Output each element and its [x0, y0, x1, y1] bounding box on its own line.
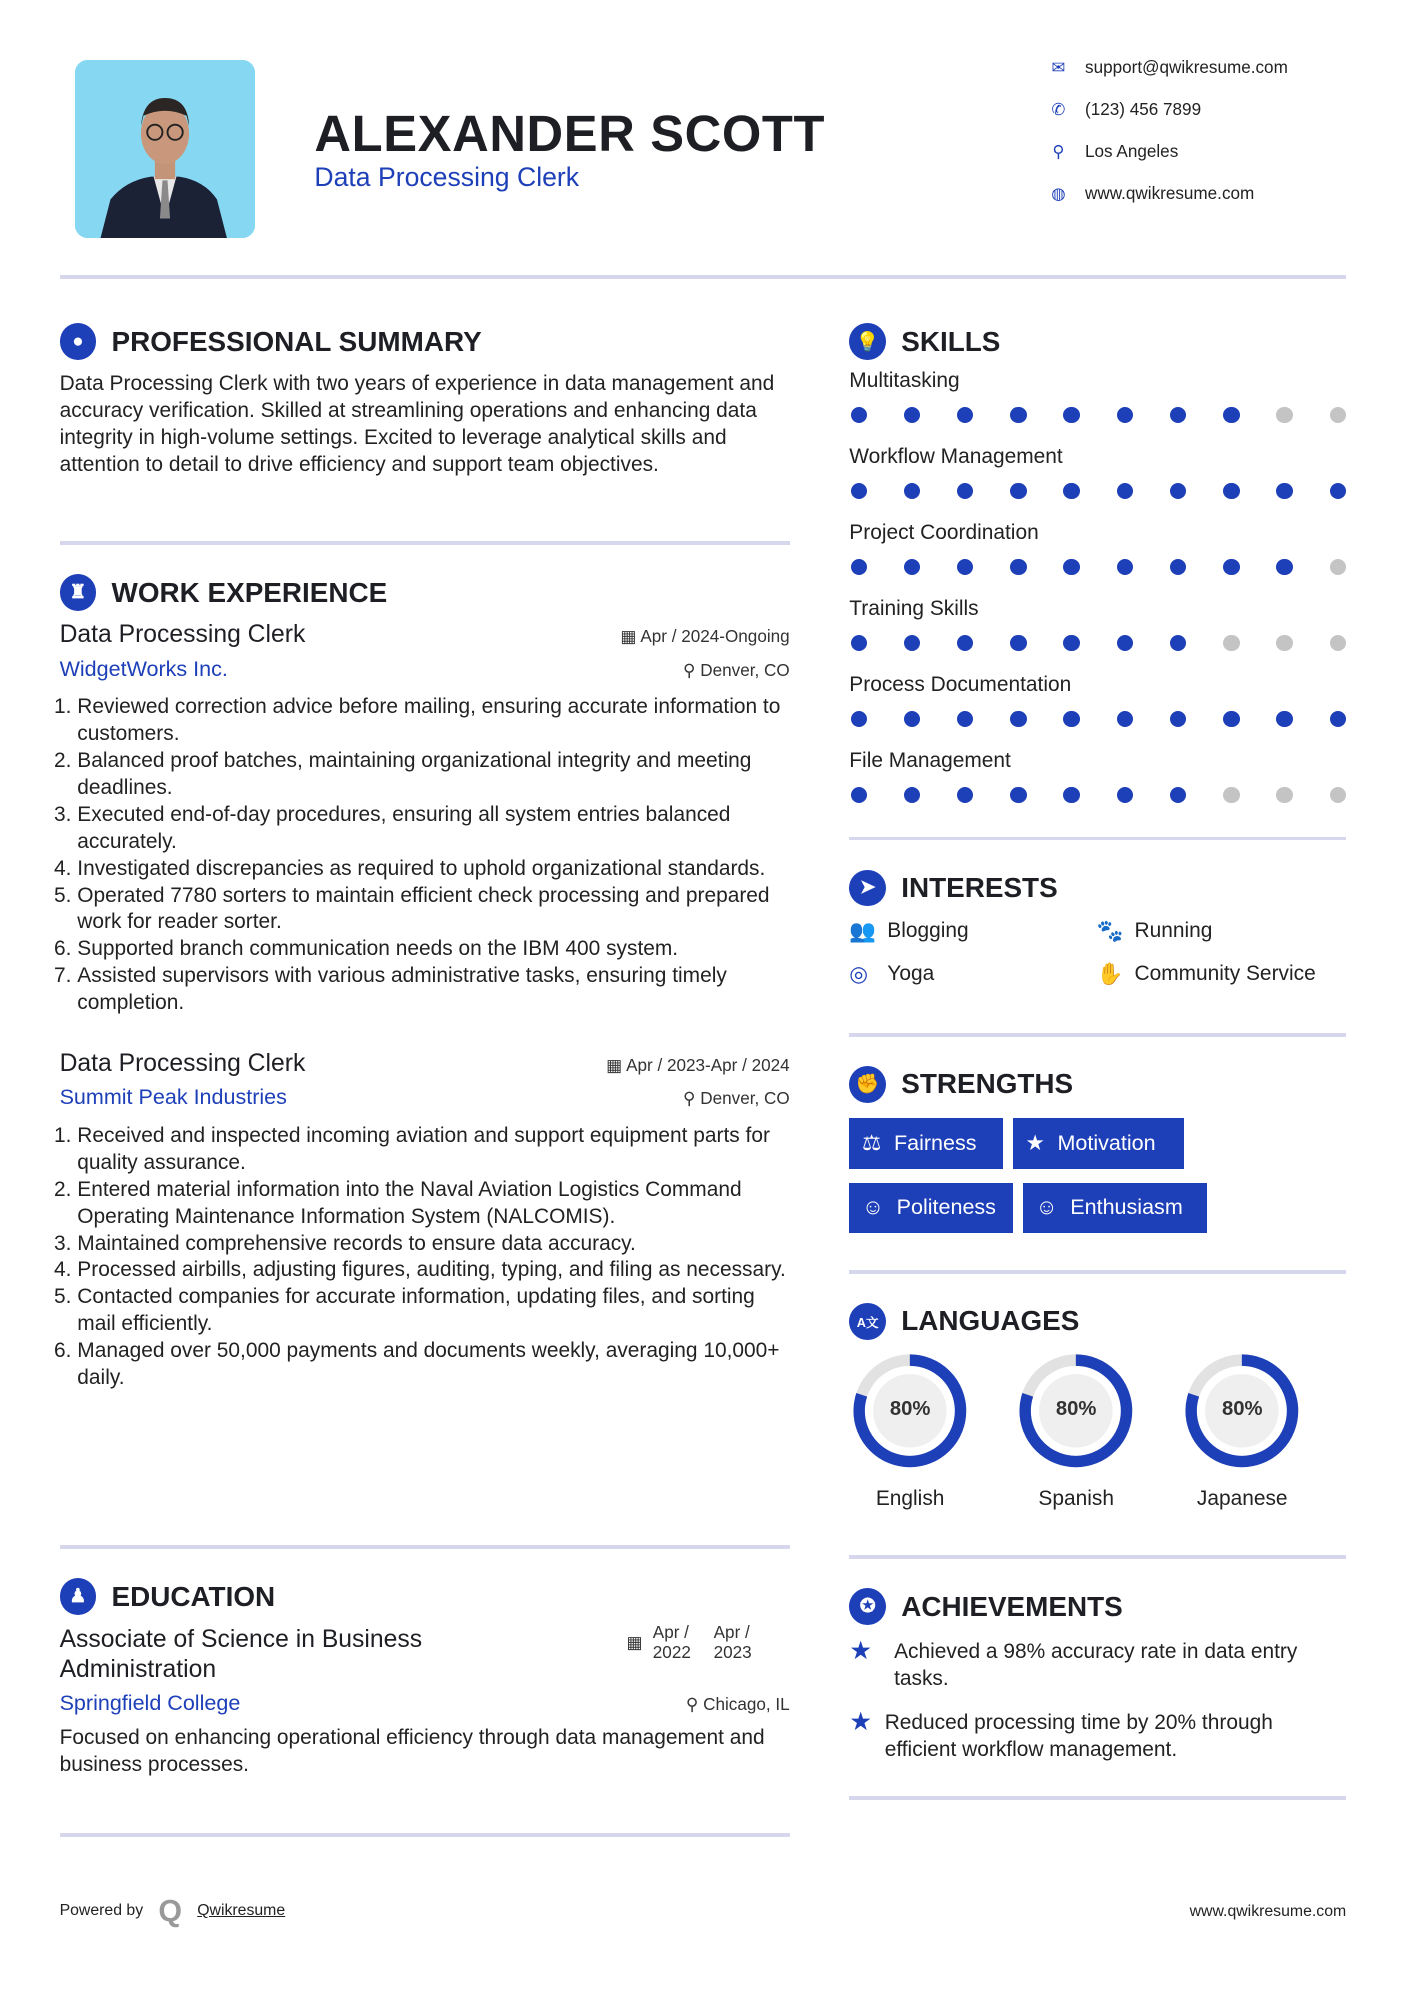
skill-rating [849, 635, 1346, 651]
rating-dot [957, 559, 973, 575]
job-bullet: 7. Assisted supervisors with various administrative tasks, ensuring timely completion. [77, 963, 789, 1017]
rating-dot [904, 635, 920, 651]
skill-rating [849, 711, 1346, 727]
section-heading: PROFESSIONAL SUMMARY [111, 325, 482, 357]
job-bullet: 6. Managed over 50,000 payments and documents weekly, averaging 10,000+ daily. [77, 1338, 789, 1392]
rating-dot [1117, 407, 1133, 423]
interest-item: ◎ Yoga [849, 961, 935, 986]
section-heading: EDUCATION [111, 1580, 276, 1612]
rating-dot [1170, 559, 1186, 575]
rating-dot [851, 711, 867, 727]
rating-dot [904, 407, 920, 423]
qwikresume-logo: Q [158, 1893, 183, 1928]
rating-dot [957, 635, 973, 651]
rating-dot [1010, 407, 1026, 423]
education-section [60, 1578, 790, 1777]
calendar-icon: ▦ [620, 627, 641, 647]
rating-dot [957, 711, 973, 727]
skill-item [849, 521, 1346, 575]
rating-dot [1170, 407, 1186, 423]
job-bullet: 3. Maintained comprehensive records to ensure data accuracy. [77, 1231, 789, 1258]
achievement-item: ★ Achieved a 98% accuracy rate in data entry tasks. [849, 1636, 1298, 1690]
education-text: Focused on enhancing operational efficiency through data management and business processes. [59, 1725, 765, 1776]
language-name: Spanish [1038, 1486, 1114, 1510]
achievements-section [849, 1588, 1346, 1781]
school: Springfield College [59, 1690, 241, 1715]
rating-dot [1063, 787, 1079, 803]
rating-dot [1330, 407, 1346, 423]
rating-dot [1117, 483, 1133, 499]
translate-icon: A文 [849, 1303, 886, 1340]
job-bullet: 2. Balanced proof batches, maintaining organizational integrity and meeting deadlines. [77, 748, 789, 802]
pin-icon: ⚲ [685, 1694, 704, 1714]
languages-section [849, 1303, 1346, 1511]
edu-end: Apr / 2023 [713, 1622, 752, 1662]
rating-dot [904, 787, 920, 803]
chair-icon: ♜ [60, 574, 97, 611]
divider [849, 1033, 1346, 1037]
profile-photo [75, 60, 255, 239]
summary-section [60, 323, 790, 478]
rating-dot [1330, 711, 1346, 727]
rating-dot [1330, 787, 1346, 803]
qwikresume-link[interactable]: Qwikresume [197, 1902, 286, 1920]
rating-dot [1010, 635, 1026, 651]
contact-email[interactable]: ✉ support@qwikresume.com [1051, 58, 1288, 78]
candidate-title: Data Processing Clerk [314, 162, 580, 193]
section-heading: LANGUAGES [901, 1305, 1080, 1337]
skill-name: Training Skills [849, 596, 979, 620]
strengths-section [849, 1066, 1346, 1233]
rating-dot [1117, 635, 1133, 651]
rating-dot [1063, 711, 1079, 727]
skill-rating [849, 483, 1346, 499]
star-badge-icon: ✪ [849, 1588, 886, 1625]
language-percent: 80% [889, 1398, 931, 1421]
section-heading: WORK EXPERIENCE [111, 576, 388, 608]
smile-icon: ☺ [1035, 1195, 1058, 1220]
strength-tag: ⚖ Fairness [849, 1118, 1002, 1169]
divider [849, 837, 1346, 841]
language-item [1181, 1350, 1303, 1511]
rating-dot [904, 483, 920, 499]
language-item [1015, 1350, 1137, 1511]
divider [849, 1270, 1346, 1274]
skill-item [849, 445, 1346, 499]
rating-dot [851, 483, 867, 499]
users-icon: 👥 [849, 918, 877, 943]
pin-icon: ⚲ [683, 1089, 701, 1109]
job-bullet: 5. Operated 7780 sorters to maintain efficient check processing and prepared work for reader sorter. [77, 883, 789, 937]
rating-dot [957, 787, 973, 803]
rating-dot [1330, 483, 1346, 499]
envelope-icon: ✉ [1051, 59, 1066, 78]
paw-icon: 🐾 [1096, 918, 1124, 943]
job-bullets [60, 694, 790, 1017]
divider [60, 1833, 790, 1837]
powered-by-label: Powered by [59, 1902, 144, 1920]
contact-location: ⚲ Los Angeles [1050, 142, 1179, 162]
interest-item: 🐾 Running [1096, 918, 1213, 943]
language-item [849, 1350, 971, 1511]
lightbulb-icon: 💡 [849, 323, 886, 360]
company-name: WidgetWorks Inc. [59, 656, 228, 681]
job-bullet: 2. Entered material information into the Naval Aviation Logistics Command Operating Maintenance Information System (NALCOMIS). [77, 1177, 789, 1231]
rating-dot [851, 407, 867, 423]
rating-dot [1063, 635, 1079, 651]
globe-icon: ◍ [1051, 184, 1066, 203]
job-bullet: 4. Investigated discrepancies as required to uphold organizational standards. [77, 856, 789, 883]
rating-dot [1063, 407, 1079, 423]
skill-name: Multitasking [849, 368, 960, 392]
job-title: Data Processing Clerk [59, 1049, 306, 1077]
achievement-item: ★ Reduced processing time by 20% through efficient workflow management. [849, 1708, 1273, 1762]
skill-name: Process Documentation [849, 672, 1072, 696]
rating-dot [1170, 711, 1186, 727]
rating-dot [1117, 559, 1133, 575]
language-percent: 80% [1221, 1398, 1263, 1421]
summary-text: Data Processing Clerk with two years of experience in data management and accuracy verification. Skilled at streamlining operations and enhancing data integrity in high-volume settings. Excited to leverage analytical skills and attention to detail to drive efficiency and support team objectives. [59, 372, 775, 477]
rating-dot [1170, 483, 1186, 499]
language-name: English [875, 1486, 945, 1510]
header-divider [60, 275, 1347, 279]
shooting-star-icon: ★ [849, 1636, 873, 1665]
rating-dot [904, 711, 920, 727]
rating-dot [1330, 635, 1346, 651]
footer-branding [60, 1894, 286, 1929]
edu-location: Chicago, IL [703, 1694, 790, 1714]
language-name: Japanese [1196, 1486, 1288, 1510]
rating-dot [1276, 483, 1292, 499]
strength-tag: ☺ Enthusiasm [1023, 1183, 1207, 1234]
skill-item [849, 597, 1346, 651]
experience-section [60, 574, 790, 1392]
job-entry [60, 621, 790, 1017]
job-title: Data Processing Clerk [59, 621, 306, 649]
section-heading: STRENGTHS [901, 1068, 1074, 1100]
skill-item [849, 749, 1346, 803]
skill-item [849, 673, 1346, 727]
divider [60, 1545, 790, 1549]
rating-dot [851, 635, 867, 651]
job-dates: Apr / 2023-Apr / 2024 [626, 1055, 790, 1075]
rating-dot [1276, 711, 1292, 727]
rating-dot [851, 787, 867, 803]
calendar-icon: ▦ [606, 1055, 627, 1075]
divider [849, 1796, 1346, 1800]
rating-dot [1117, 787, 1133, 803]
section-heading: ACHIEVEMENTS [901, 1590, 1123, 1622]
skills-section [849, 323, 1346, 824]
rating-dot [1223, 559, 1239, 575]
fist-icon: ✊ [849, 1066, 886, 1103]
rating-dot [904, 559, 920, 575]
rating-dot [1117, 711, 1133, 727]
company-name: Summit Peak Industries [59, 1085, 287, 1110]
job-bullet: 5. Contacted companies for accurate information, updating files, and sorting mail efficiently. [77, 1284, 789, 1338]
scale-icon: ⚖ [861, 1130, 882, 1155]
graduate-icon: ♟ [60, 1578, 97, 1615]
phone-icon: ✆ [1051, 101, 1066, 120]
rating-dot [1010, 483, 1026, 499]
interest-item: ✋ Community Service [1096, 961, 1316, 986]
rating-dot [1063, 559, 1079, 575]
job-location: Denver, CO [700, 1089, 790, 1109]
calendar-icon: ▦ [626, 1632, 643, 1652]
rating-dot [1223, 635, 1239, 651]
rating-dot [1063, 483, 1079, 499]
shooting-star-icon: ★ [849, 1708, 873, 1737]
footer-website[interactable]: www.qwikresume.com [1189, 1902, 1347, 1920]
job-bullet: 3. Executed end-of-day procedures, ensuring all system entries balanced accurately. [77, 802, 789, 856]
job-bullet: 1. Reviewed correction advice before mailing, ensuring accurate information to customers. [77, 694, 789, 748]
section-heading: INTERESTS [901, 871, 1058, 903]
rating-dot [1223, 407, 1239, 423]
rating-dot [1223, 711, 1239, 727]
skill-name: File Management [849, 748, 1011, 772]
rating-dot [1010, 787, 1026, 803]
job-bullets [60, 1123, 790, 1392]
rating-dot [1276, 787, 1292, 803]
rating-dot [1330, 559, 1346, 575]
job-dates: Apr / 2024-Ongoing [640, 627, 790, 647]
interest-item: 👥 Blogging [849, 918, 969, 943]
pin-icon: ⚲ [683, 660, 701, 680]
candidate-name: ALEXANDER SCOTT [314, 104, 826, 162]
job-entry [60, 1050, 790, 1392]
hand-icon: ✋ [1096, 961, 1124, 986]
rating-dot [957, 483, 973, 499]
rating-dot [1223, 483, 1239, 499]
job-bullet: 6. Supported branch communication needs on the IBM 400 system. [77, 936, 789, 963]
rating-dot [1010, 711, 1026, 727]
rating-dot [1170, 787, 1186, 803]
rating-dot [957, 407, 973, 423]
job-location: Denver, CO [700, 660, 790, 680]
contact-phone[interactable]: ✆ (123) 456 7899 [1051, 100, 1202, 120]
rating-dot [1276, 407, 1292, 423]
user-icon: ● [60, 323, 97, 360]
rating-dot [1223, 787, 1239, 803]
skill-rating [849, 407, 1346, 423]
skill-name: Workflow Management [849, 444, 1063, 468]
rating-dot [851, 559, 867, 575]
section-heading: SKILLS [901, 325, 1001, 357]
language-percent: 80% [1055, 1398, 1097, 1421]
degree: Associate of Science in Business Administration [59, 1626, 423, 1684]
strength-tag: ☺ Politeness [849, 1183, 1013, 1234]
divider [849, 1555, 1346, 1559]
contact-website[interactable]: ◍ www.qwikresume.com [1051, 183, 1255, 203]
smile-icon: ☺ [861, 1195, 884, 1220]
paper-plane-icon: ➤ [849, 870, 886, 907]
interests-section [849, 870, 1346, 987]
skill-rating [849, 559, 1346, 575]
skill-item [849, 369, 1346, 423]
rating-dot [1276, 559, 1292, 575]
job-bullet: 1. Received and inspected incoming aviation and support equipment parts for quality assurance. [77, 1123, 789, 1177]
job-bullet: 4. Processed airbills, adjusting figures, auditing, typing, and filing as necessary. [77, 1257, 789, 1284]
skill-rating [849, 787, 1346, 803]
star-icon: ★ [1025, 1130, 1045, 1155]
edu-start: Apr / 2022 [652, 1622, 691, 1662]
skill-name: Project Coordination [849, 520, 1039, 544]
rating-dot [1276, 635, 1292, 651]
rating-dot [1170, 635, 1186, 651]
divider [60, 541, 790, 545]
rating-dot [1010, 559, 1026, 575]
strength-tag: ★ Motivation [1013, 1118, 1184, 1169]
lifebuoy-icon: ◎ [849, 961, 869, 986]
map-pin-icon: ⚲ [1052, 142, 1065, 161]
